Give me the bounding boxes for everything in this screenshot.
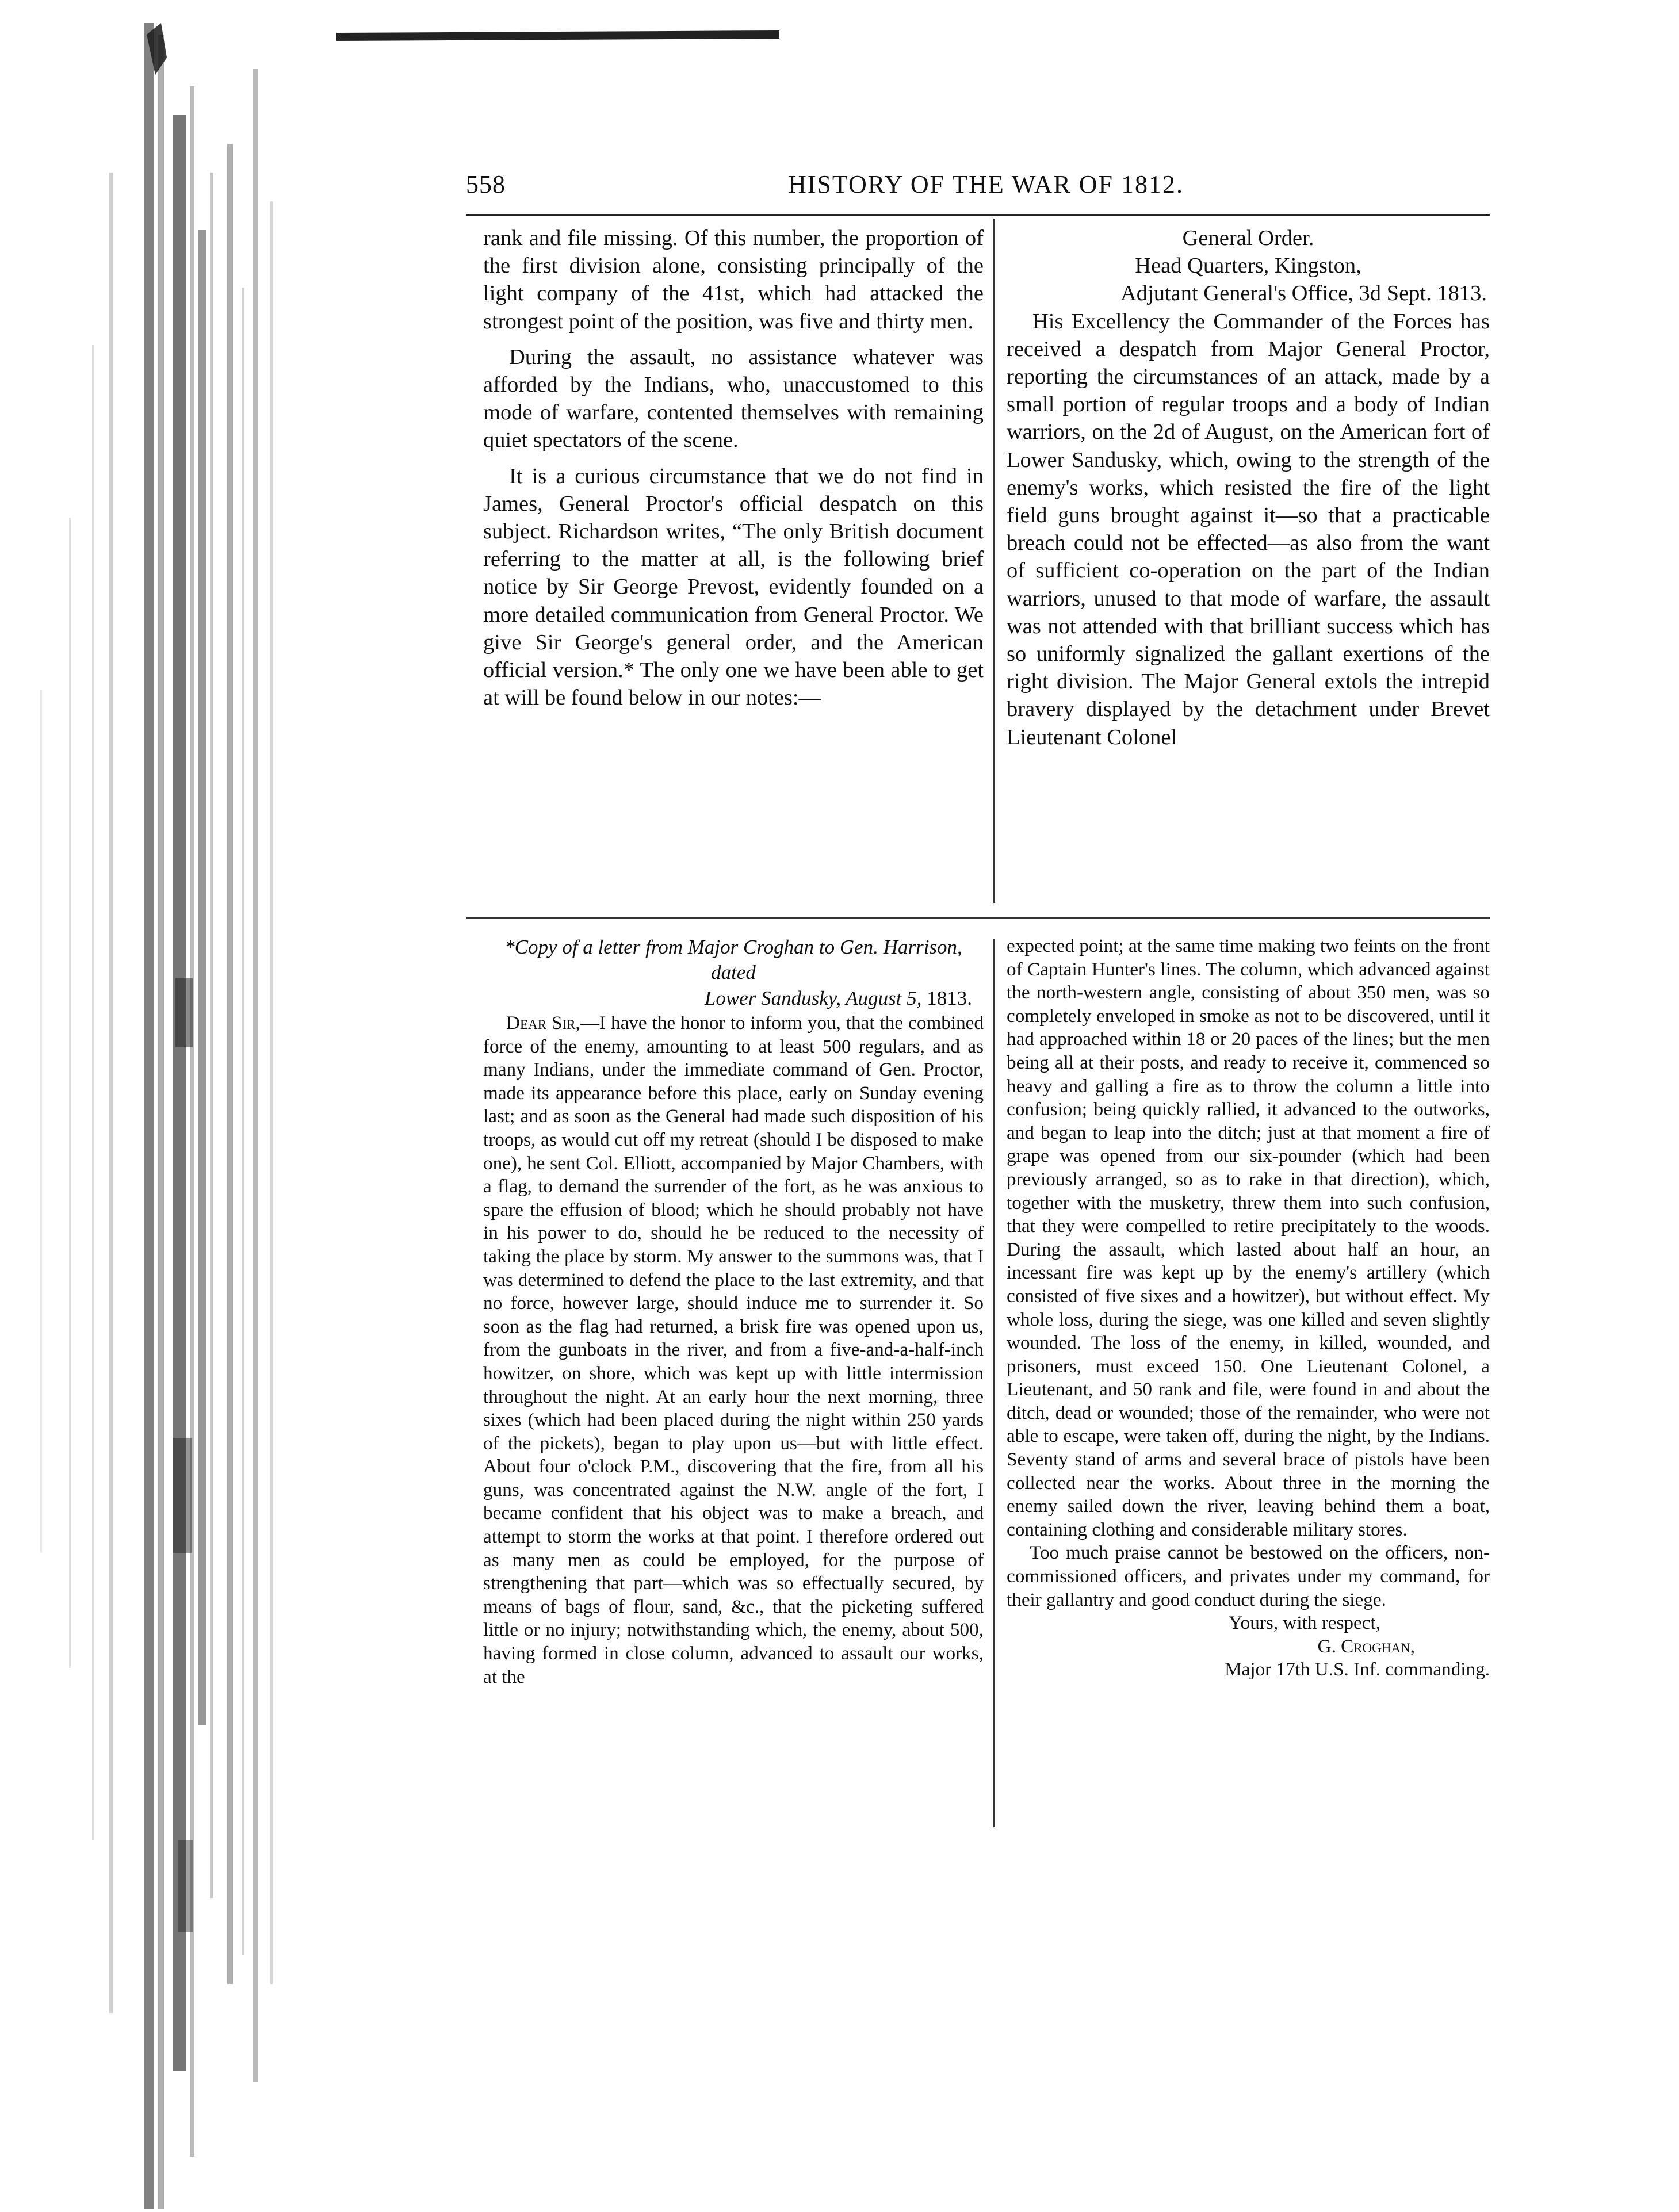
paragraph: During the assault, no assistance whatever was afforded by the Indians, who, unaccustomed to this mode of warfare, contented themselves with remaining quiet spectators of the scene. [483, 345, 984, 453]
footnote-heading: *Copy of a letter from Major Croghan to Gen. Harrison, dated [504, 936, 962, 983]
footnote-left-column [483, 935, 984, 1689]
paragraph: rank and file missing. Of this number, the proportion of the first division alone, consisting principally of the light company of the 41st, which had attacked the strongest point of the position, was five and thirty men. [483, 226, 984, 334]
main-text-left-column [483, 224, 984, 711]
header-rule [466, 214, 1490, 216]
column-divider-footnote [993, 939, 995, 1827]
footnote-dateline [483, 985, 984, 1012]
letter-body [483, 1012, 984, 1689]
column-divider-top [993, 219, 995, 903]
letter-body-continued: expected point; at the same time making two feints on the front of Captain Hunter's lines. The column, which advanced against the north-western angle, consisting of about 350 men, was so completely enveloped in smoke as not to be discovered, until it had approached within 18 or 20 paces of the lines; but the men being all at their posts, and ready to receive it, commenced so heavy and galling a fire as to throw the column a little into confusion; being quickly rallied, it advanced to the outworks, and began to leap into the ditch; just at that moment a fire of grape was opened from our six-pounder (which had been previously arranged, so as to rake in that direction), which, together with the musketry, threw them into such confusion, that they were compelled to retire precipitately to the woods. During the assault, which lasted about half an hour, an incessant fire was kept up by the enemy's artillery (which consisted of five sixes and a howitzer), but without effect. My whole loss, during the siege, was one killed and seven slightly wounded. The loss of the enemy, in killed, wounded, and prisoners, must exceed 150. One Lieutenant Colonel, a Lieutenant, and 50 rank and file, were found in and about the ditch, dead or wounded; those of the remainder, who were not able to escape, were taken off, during the night, by the Indians. Seventy stand of arms and several brace of pistols have been collected near the works. About three in the morning the enemy sailed down the river, leaving behind them a boat, containing clothing and considerable military stores. [1007, 935, 1490, 1540]
main-text-right-column [1007, 224, 1490, 751]
general-order-title: General Order. [1182, 226, 1314, 250]
top-edge-rule [336, 30, 779, 41]
running-head: HISTORY OF THE WAR OF 1812. [788, 170, 1184, 198]
letter-body-text: —I have the honor to inform you, that the combined force of the enemy, amounting to at least 500 regulars, and as many Indians, under the immediate command of Gen. Proctor, made its appearance before this place, early on Sunday evening last; and as soon as the General had made such disposition of his troops, as would cut off my retreat (should I be disposed to make one), he sent Col. Elliott, accompanied by Major Chambers, with a flag, to demand the surrender of the fort, as he was anxious to spare the effusion of blood; which he should probably not have in his power to do, should he be reduced to the necessity of taking the place by storm. My answer to the summons was, that I was determined to defend the place to the last extremity, and that no force, however large, should induce me to surrender it. So soon as the flag had returned, a brisk fire was opened upon us, from the gunboats in the river, and from a five-and-a-half-inch howitzer, on shore, which was kept up with little intermission throughout the night. At an early hour the next morning, three sixes (which had been placed during the night within 250 yards of the pickets), began to play upon us—but with little effect. About four o'clock P.M., discovering that the fire, from all his guns, was concentrated against the N.W. angle of the fort, I became confident that his object was to make a breach, and attempt to storm the works at that point. I therefore ordered out as many men as could be employed, for the purpose of strengthening that part—which was so effectually secured, by means of bags of flour, sand, &c., that the picketing suffered little or no injury; notwithstanding which, the enemy, about 500, having formed in close column, advanced to assault our works, at the [483, 1012, 984, 1687]
paragraph: It is a curious circumstance that we do not find in James, General Proctor's official despatch on this subject. Richardson writes, “The only British document referring to the matter at all, is the following brief notice by Sir George Prevost, evidently founded on a more detailed communication from General Proctor. We give Sir George's general order, and the American official version.* The only one we have been able to get at will be found below in our notes:— [483, 464, 984, 710]
letter-salutation: Dear Sir, [506, 1012, 580, 1034]
footnote-right-column [1007, 935, 1490, 1682]
letter-signature: G. Croghan, [1317, 1635, 1415, 1657]
general-order-body: His Excellency the Commander of the Forces has received a despatch from Major General Proctor, reporting the circumstances of an attack, made by a small portion of regular troops and a body of Indian warriors, on the 2d of August, on the American fort of Lower Sandusky, which, owing to the strength of the enemy's works, which resisted the fire of the light field guns brought against it—so that a practicable breach could not be effected—as also from the want of sufficient co-operation on the part of the Indian warriors, unused to that mode of warfare, the assault was not attended with that brilliant success which has so uniformly signalized the gallant exertions of the right division. The Major General extols the intrepid bravery displayed by the detachment under Brevet Lieutenant Colonel [1007, 309, 1490, 749]
general-order-place: Head Quarters, Kingston, [1135, 254, 1361, 278]
letter-closing-paragraph: Too much praise cannot be bestowed on the officers, non-commissioned officers, and privates under my command, for their gallantry and good conduct during the siege. [1007, 1542, 1490, 1610]
page-number: 558 [466, 170, 506, 198]
dateline-place: Lower Sandusky, August 5, [704, 987, 922, 1009]
page-header [466, 170, 1490, 210]
footnote-separator-rule [466, 917, 1490, 919]
letter-signer-rank: Major 17th U.S. Inf. commanding. [1225, 1659, 1490, 1681]
dateline-year: 1813. [927, 987, 972, 1009]
general-order-office: Adjutant General's Office, 3d Sept. 1813. [1120, 281, 1487, 306]
scanned-binding-edge [0, 0, 322, 2212]
letter-closing: Yours, with respect, [1229, 1612, 1380, 1634]
